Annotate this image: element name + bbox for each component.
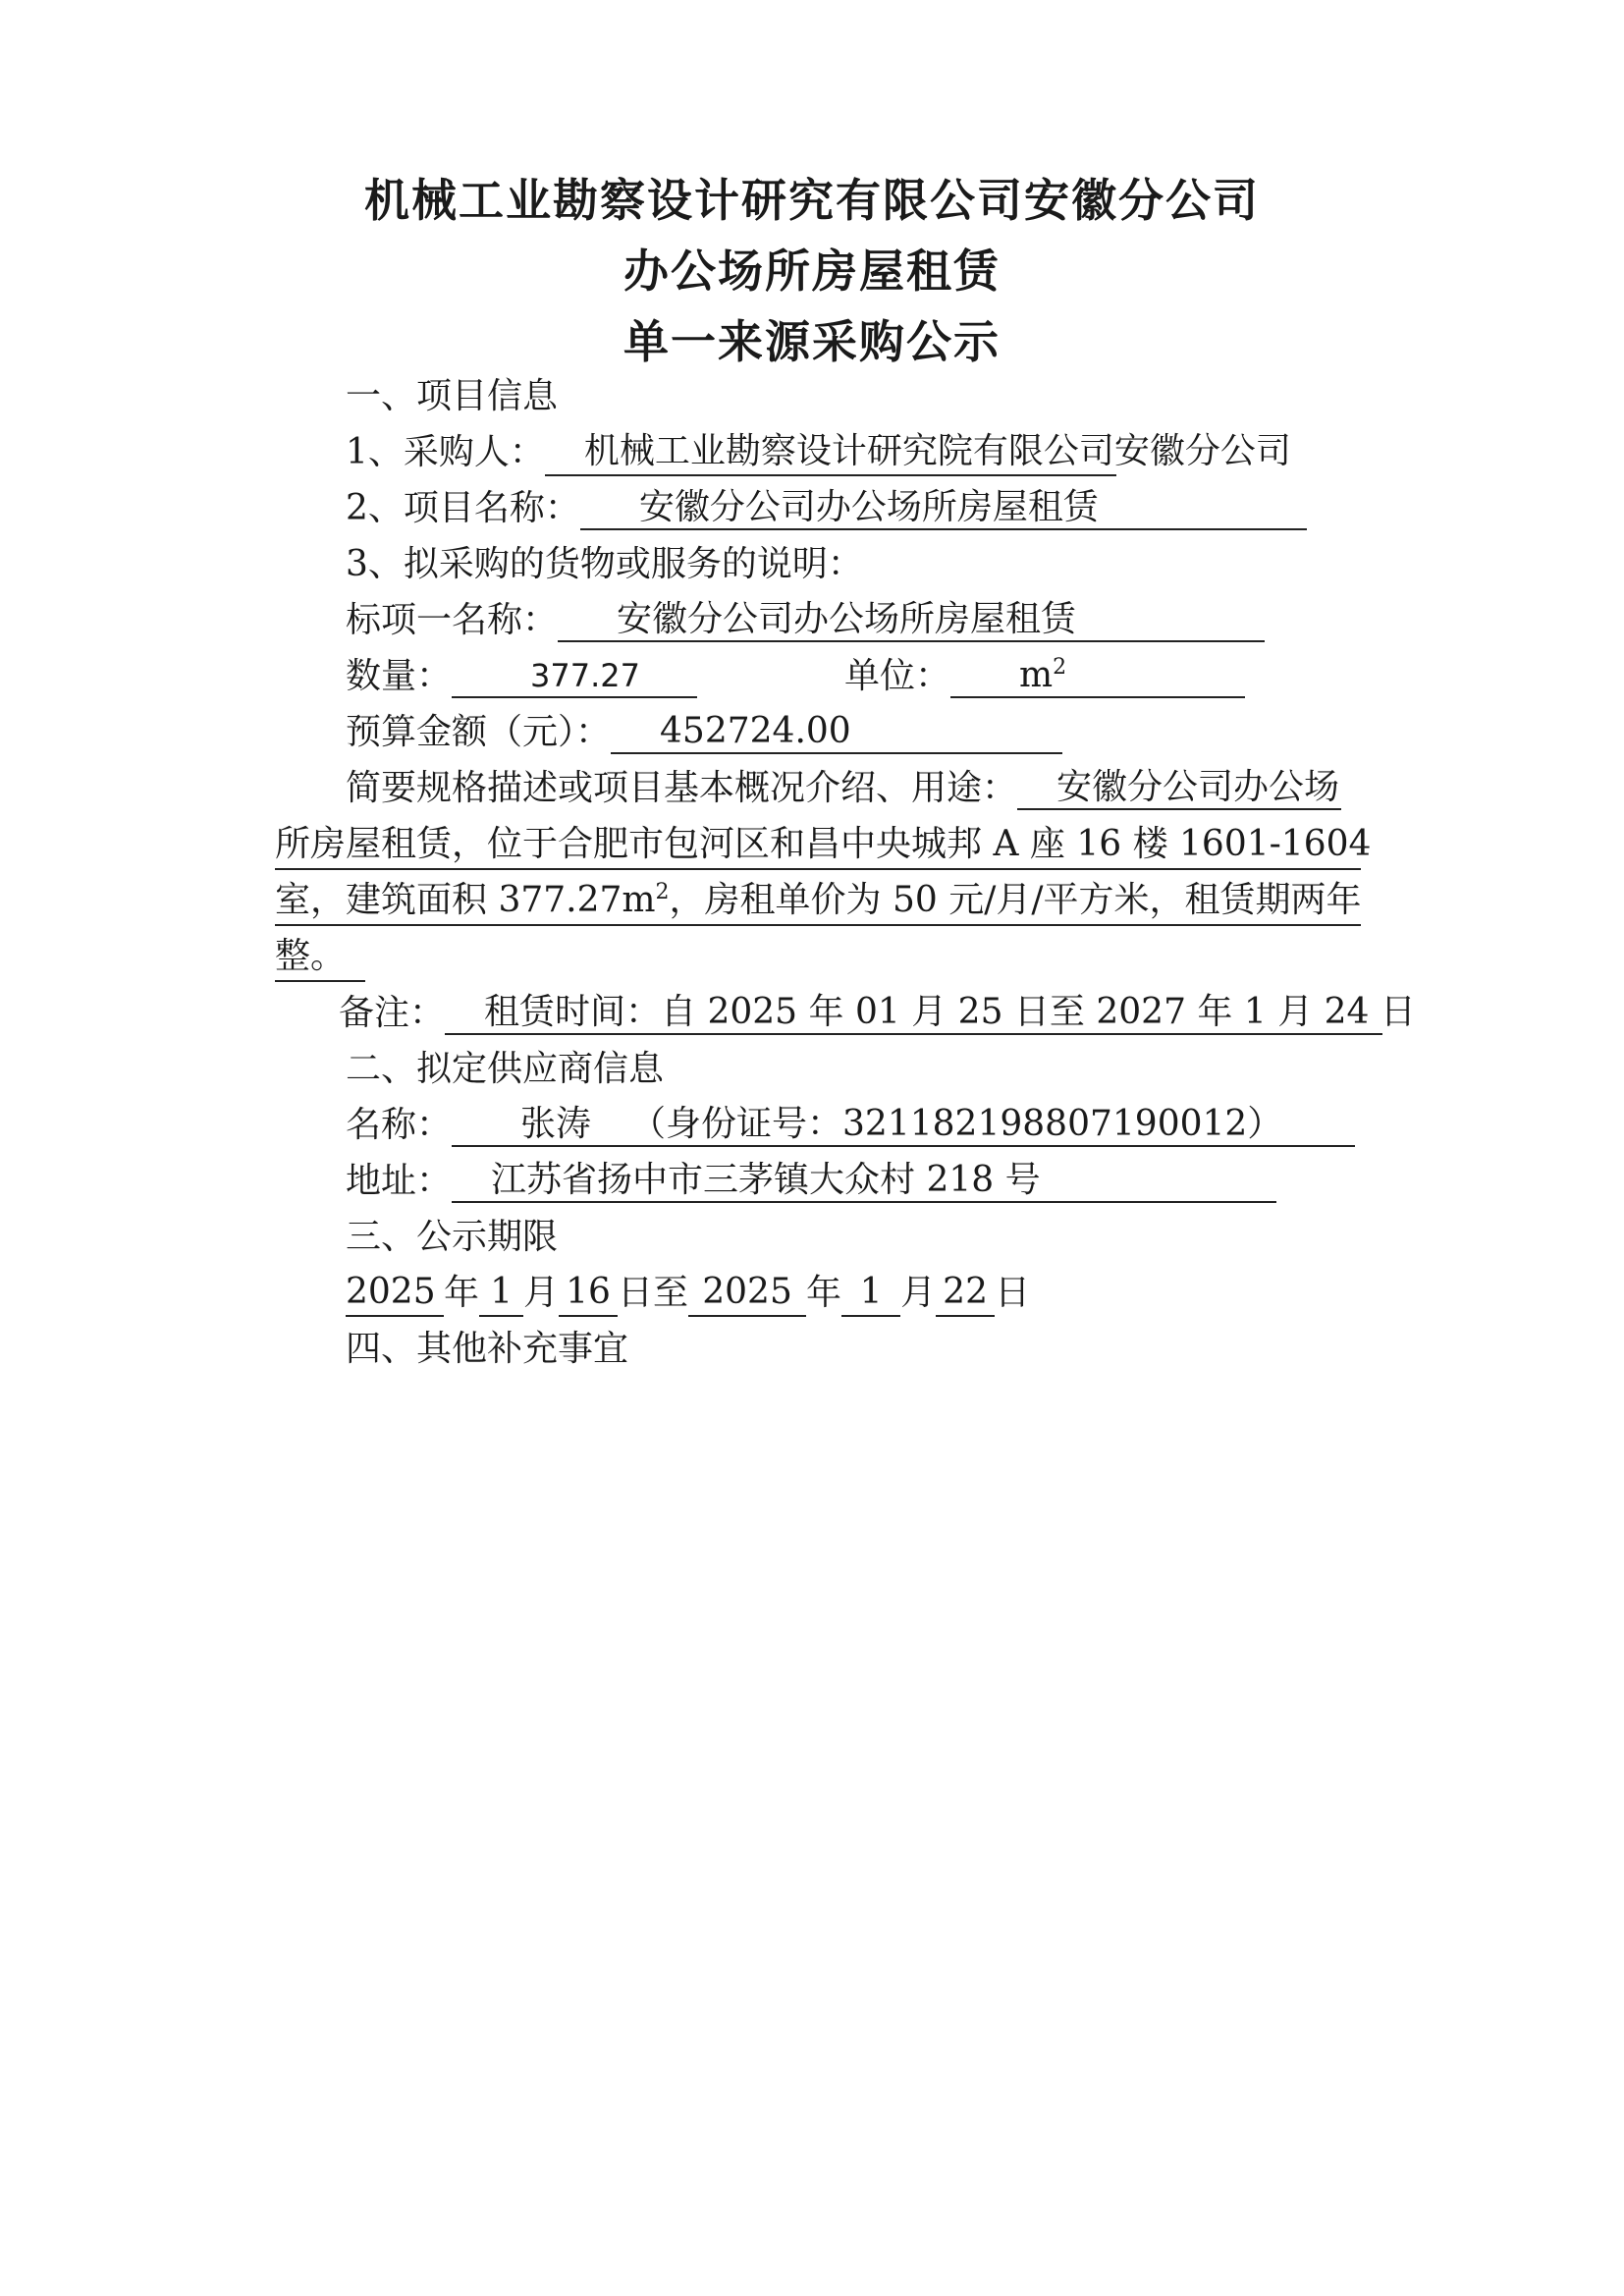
start-day: 16	[559, 1270, 618, 1317]
section-4-heading: 四、其他补充事宜	[346, 1329, 629, 1369]
budget-value: 452724.00	[611, 709, 1062, 754]
note-row	[339, 990, 1416, 1037]
description-label: 简要规格描述或项目基本概况介绍、用途：	[346, 768, 1018, 808]
project-name-row	[346, 485, 1307, 532]
supplier-address-value: 江苏省扬中市三茅镇大众村 218 号	[452, 1158, 1276, 1203]
description-text-1: 安徽分公司办公场	[1017, 765, 1341, 810]
unit-value: $m^2$	[950, 653, 1245, 698]
end-day: 22	[936, 1270, 995, 1317]
section-1-heading: 一、项目信息	[346, 376, 559, 416]
purchaser-row	[346, 429, 1291, 476]
item-value: 安徽分公司办公场所房屋租赁	[558, 597, 1265, 642]
description-text-4: 整。	[275, 933, 365, 982]
project-name-value: 安徽分公司办公场所房屋租赁	[580, 485, 1307, 530]
purchaser-label: 1、采购人：	[346, 432, 545, 472]
supplier-name-label: 名称：	[346, 1105, 453, 1145]
end-month: 1	[841, 1270, 900, 1317]
start-month: 1	[479, 1270, 523, 1317]
quantity-value: 377.27	[452, 653, 697, 698]
project-name-label: 2、项目名称：	[346, 488, 580, 528]
start-year: 2025	[346, 1270, 444, 1317]
supplier-name-value	[452, 1102, 1355, 1147]
title-line-2: 办公场所房屋租赁	[623, 245, 1001, 298]
goods-description-label: 3、拟采购的货物或服务的说明：	[346, 544, 863, 584]
title-line-1: 机械工业勘察设计研究有限公司安徽分公司	[364, 174, 1260, 227]
supplier-name-row	[346, 1102, 1355, 1149]
note-value: 租赁时间：自 2025 年 01 月 25 日至 2027 年 1 月 24 日	[445, 990, 1382, 1035]
supplier-name: 张涛	[520, 1104, 592, 1144]
title-line-3: 单一来源采购公示	[623, 315, 1001, 368]
description-text-3: 室，建筑面积 $377.27m^2$，房租单价为 50 元/月/平方米，租赁期两年	[275, 877, 1361, 926]
supplier-id: （身份证号：321182198807190012）	[630, 1104, 1283, 1144]
supplier-address-row	[346, 1158, 1276, 1205]
item-row	[346, 597, 1265, 644]
description-text-2: 所房屋租赁，位于合肥市包河区和昌中央城邦 A 座 16 楼 1601-1604	[275, 821, 1361, 870]
purchaser-value: 机械工业勘察设计研究院有限公司安徽分公司	[545, 429, 1116, 476]
budget-row	[346, 709, 1062, 756]
publicity-period-row: 2025 年 1 月 16 日至 2025 年 1 月 22 日	[346, 1270, 1030, 1317]
quantity-label: 数量：	[346, 656, 453, 696]
item-label: 标项一名称：	[346, 600, 559, 640]
quantity-unit-row	[346, 653, 1245, 700]
unit-label: 单位：	[844, 656, 951, 696]
supplier-address-label: 地址：	[346, 1161, 453, 1201]
description-row-1	[346, 765, 1341, 812]
end-year: 2025	[688, 1270, 806, 1317]
section-3-heading: 三、公示期限	[346, 1217, 559, 1257]
budget-label: 预算金额（元）：	[346, 712, 612, 752]
note-label: 备注：	[339, 993, 446, 1033]
section-2-heading: 二、拟定供应商信息	[346, 1049, 665, 1089]
